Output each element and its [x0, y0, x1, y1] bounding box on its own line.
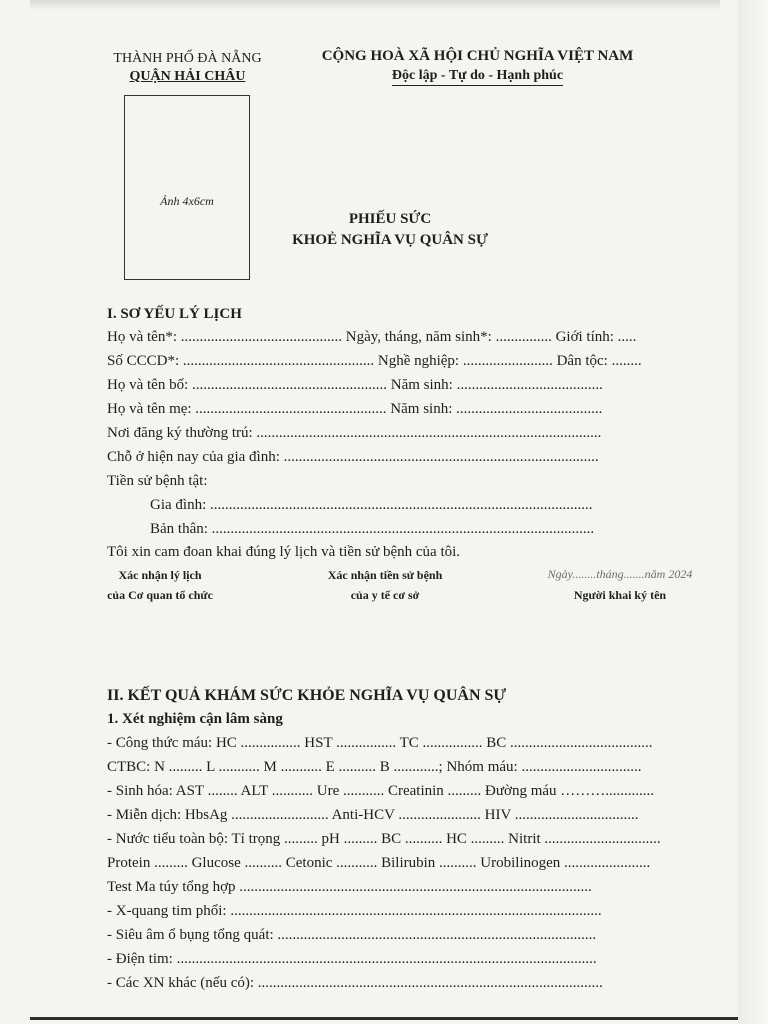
lab-row-drug-test: Test Ma túy tổng hợp ..............................................................................................	[107, 879, 592, 895]
sig-medical-line1: Xác nhận tiền sử bệnh	[327, 568, 443, 582]
photo-label: Ảnh 4x6cm	[160, 194, 214, 208]
field-row-residence: Nơi đăng ký thường trú: ............................................................................................	[107, 425, 602, 441]
form-title-line2: KHOẺ NGHĨA VỤ QUÂN SỰ	[292, 232, 488, 248]
sig-declarant: Người khai ký tên	[573, 588, 667, 602]
org-district: QUẬN HẢI CHÂU	[129, 69, 246, 84]
scan-shadow-top	[30, 0, 720, 10]
lab-row-immunology: - Miễn dịch: HbsAg .......................... Anti-HCV ...................... HIV .................................	[107, 807, 639, 823]
section2-subheading: 1. Xét nghiệm cận lâm sàng	[107, 711, 283, 727]
issuing-organization	[100, 50, 275, 86]
scan-edge-bottom	[30, 1017, 738, 1020]
lab-row-wbc-differential: CTBC: N ......... L ........... M ........... E .......... B ............; Nhóm máu: ................................	[107, 759, 642, 775]
form-title	[290, 209, 490, 251]
lab-row-biochemistry: - Sinh hóa: AST ........ ALT ........... Ure ........... Creatinin ......... Đường máu ……….............	[107, 783, 655, 799]
section2-heading: II. KẾT QUẢ KHÁM SỨC KHỎE NGHĨA VỤ QUÂN SỰ	[107, 687, 507, 704]
sig-org-line1: Xác nhận lý lịch	[118, 568, 202, 582]
sig-medical-line2: của y tế cơ sở	[350, 588, 420, 602]
field-row-personal-history: Bản thân: ......................................................................................................	[150, 521, 595, 537]
sig-date: Ngày........tháng.......năm 2024	[547, 567, 693, 581]
section1-heading: I. SƠ YẾU LÝ LỊCH	[107, 306, 242, 322]
field-row-medical-history: Tiền sử bệnh tật:	[107, 473, 208, 489]
field-row-family-history: Gia đình: ......................................................................................................	[150, 497, 593, 513]
nation-name: CỘNG HOÀ XÃ HỘI CHỦ NGHĨA VIỆT NAM	[321, 48, 634, 64]
lab-row-urinalysis: - Nước tiểu toàn bộ: Tỉ trọng ......... pH ......... BC .......... HC ......... Nitrit ...............................	[107, 831, 661, 847]
lab-row-blood-count: - Công thức máu: HC ................ HST ................ TC ................ BC ......................................	[107, 735, 653, 751]
field-row-mother: Họ và tên mẹ: ................................................... Năm sinh: .......................................	[107, 401, 603, 417]
field-row-father: Họ và tên bố: .................................................... Năm sinh: .......................................	[107, 377, 603, 393]
lab-row-abdominal-ultrasound: - Siêu âm ổ bụng tổng quát: .....................................................................................	[107, 927, 597, 943]
org-city: THÀNH PHỐ ĐÀ NẴNG	[113, 51, 262, 66]
field-row-name: Họ và tên*: ........................................... Ngày, tháng, năm sinh*: ............... Giới tính: .....	[107, 329, 637, 345]
scan-edge-right	[738, 0, 768, 1024]
photo-box	[124, 95, 250, 280]
nation-motto: Độc lập - Tự do - Hạnh phúc	[392, 66, 563, 86]
field-row-current-address: Chỗ ở hiện nay của gia đình: ....................................................................................	[107, 449, 599, 465]
lab-row-chest-xray: - X-quang tim phổi: ...................................................................................................	[107, 903, 602, 919]
lab-row-ecg: - Điện tim: ................................................................................................................	[107, 951, 597, 967]
lab-row-other-tests: - Các XN khác (nếu có): ............................................................................................	[107, 975, 603, 991]
field-row-id: Số CCCD*: ................................................... Nghề nghiệp: ........................ Dân tộc: ........	[107, 353, 642, 369]
national-heading	[300, 47, 655, 86]
form-title-line1: PHIẾU SỨC	[348, 211, 432, 227]
declaration-text: Tôi xin cam đoan khai đúng lý lịch và tiền sử bệnh của tôi.	[107, 544, 461, 560]
sig-org-line2: của Cơ quan tổ chức	[107, 588, 213, 602]
lab-row-urinalysis-cont: Protein ......... Glucose .......... Cetonic ........... Bilirubin .......... Urobilinogen .......................	[107, 855, 651, 871]
